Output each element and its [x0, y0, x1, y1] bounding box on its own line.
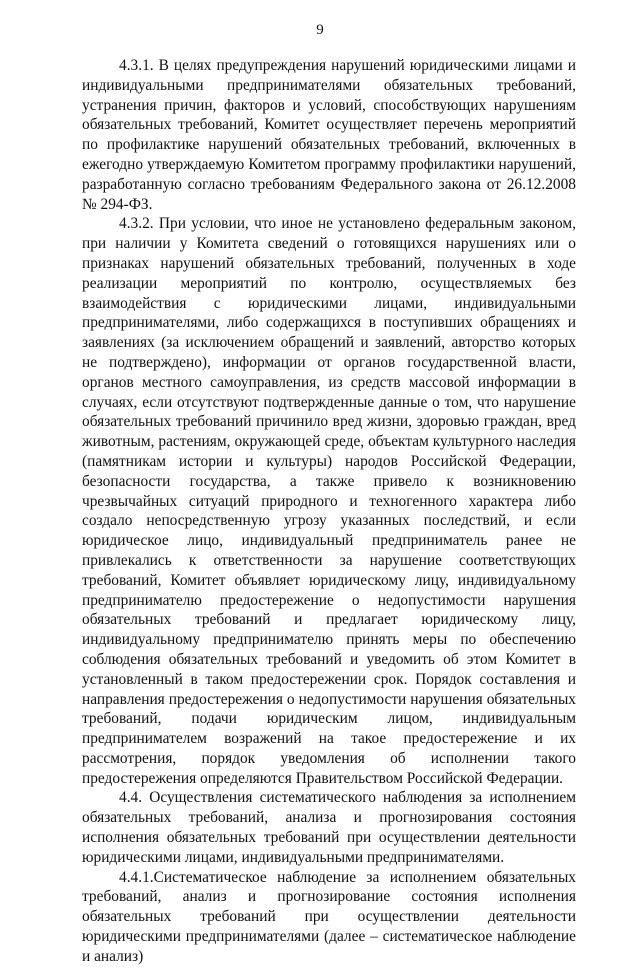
paragraph-4-4: 4.4. Осуществления систематического наблюдения за исполнением обязательных требований, анализа и прогнозирования состояния исполнения обязательных требований при осуществлении деятельности юридическими лицами, индивидуальными предпринимателями.: [82, 789, 576, 866]
paragraph-4-3-1: 4.3.1. В целях предупреждения нарушений юридическими лицами и индивидуальными предпринимателями обязательных требований, устранения причин, факторов и условий, способствующих нарушениям обязательных требований, Комитет осуществляет перечень мероприятий по профилактике нарушений обязательных требований, включенных в ежегодно утверждаемую Комитетом программу профилактики нарушений, разработанную согласно требованиям Федерального закона от 26.12.2008 № 294-ФЗ.: [82, 57, 576, 213]
paragraph-4-3-2: 4.3.2. При условии, что иное не установлено федеральным законом, при наличии у Комитета сведений о готовящихся нарушениях или о признаках нарушений обязательных требований, полученных в ходе реализации мероприятий по контролю, осуществляемых без взаимодействия с юридическими лицами, индивидуальными предпринимателями, либо содержащихся в поступивших обращениях и заявлениях (за исключением обращений и заявлений, авторство которых не подтверждено), информации от органов государственной власти, органов местного самоуправления, из средств массовой информации в случаях, если отсутствуют подтвержденные данные о том, что нарушение обязательных требований причинило вред жизни, здоровью граждан, вред животным, растениям, окружающей среде, объектам культурного наследия (памятникам истории и культуры) народов Российской Федерации, безопасности государства, а также привело к возникновению чрезвычайных ситуаций природного и техногенного характера либо создало непосредственную угрозу указанных последствий, и если юридическое лицо, индивидуальный предприниматель ранее не привлекались к ответственности за нарушение соответствующих требований, Комитет объявляет юридическому лицу, индивидуальному предпринимателю предостережение о недопустимости нарушения обязательных требований и предлагает юридическому лицу, индивидуальному предпринимателю принять меры по обеспечению соблюдения обязательных требований и уведомить об этом Комитет в установленный в таком предостережении срок. Порядок составления и направления предостережения о недопустимости нарушения обязательных требований, подачи юридическим лицом, индивидуальным предпринимателем возражений на такое предостережение и их рассмотрения, порядок уведомления об исполнении такого предостережения определяются Правительством Российской Федерации.: [82, 215, 576, 787]
document-body: [82, 56, 576, 967]
paragraph-4-4-1: 4.4.1.Систематическое наблюдение за исполнением обязательных требований, анализ и прогнозирование состояния исполнения обязательных требований при осуществлении деятельности юридическими предпринимателями (далее – систематическое наблюдение и анализ): [82, 868, 576, 965]
page-number: 9: [316, 22, 324, 38]
